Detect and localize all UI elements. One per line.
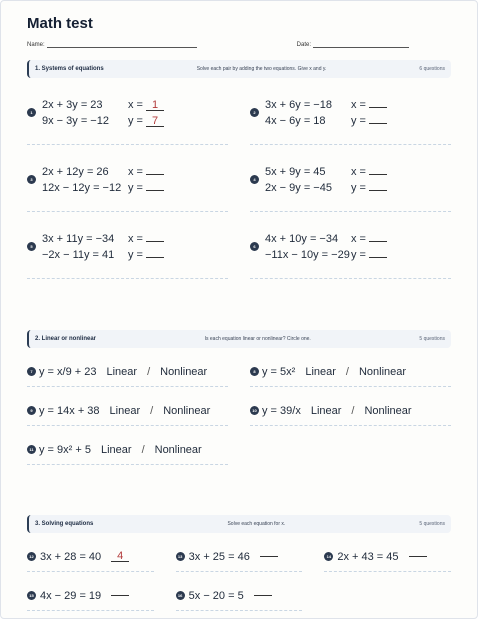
option-separator: / [141,443,145,456]
option-linear[interactable]: Linear [106,365,138,378]
option-linear[interactable]: Linear [109,404,141,417]
answer-input[interactable] [409,556,427,557]
y-answer-input[interactable] [369,190,387,191]
problem-number-badge: 12 [27,552,36,561]
problem-number-badge: 16 [176,591,185,600]
system-problem [250,154,451,212]
x-label: x = [351,232,366,245]
solve-problem [27,581,154,611]
answer-block [351,97,387,129]
option-nonlinear[interactable]: Nonlinear [154,443,202,456]
equation: 4x − 29 = 19 [40,589,102,602]
section-header [27,515,451,533]
option-separator: / [150,404,154,417]
option-separator: / [147,365,151,378]
y-label: y = [351,181,366,194]
y-label: y = [128,181,143,194]
linear-problem [250,396,451,426]
equation-1: 4x + 10y = −34 [265,232,339,245]
y-answer-row [351,180,387,196]
linear-problem [250,357,451,387]
equation-2: −2x − 11y = 41 [42,248,115,261]
answer-block [128,164,164,196]
equation: 5x − 20 = 5 [188,589,244,602]
x-label: x = [128,165,143,178]
equation-1: 2x + 12y = 26 [42,165,109,178]
option-linear[interactable]: Linear [100,443,132,456]
problem-number-badge: 6 [250,242,259,251]
solving-grid [27,542,451,620]
solve-problem [324,542,451,572]
problem-number-badge: 3 [27,175,36,184]
x-answer-input[interactable] [146,241,164,242]
linear-grid [27,357,451,474]
problem-number-badge: 13 [176,552,185,561]
y-answer-input[interactable] [146,190,164,191]
y-label: y = [351,114,366,127]
problem-number-badge: 5 [27,242,36,251]
problem-number-badge: 9 [27,406,36,415]
equation: y = 14x + 38 [39,404,100,417]
equation-1: 2x + 3y = 23 [42,98,103,111]
solve-problem [176,542,303,572]
section-title: 1. Systems of equations [35,66,104,72]
section-title: 3. Solving equations [35,521,94,527]
problem-number-badge: 1 [27,108,36,117]
x-answer-row [351,231,387,247]
problem-number-badge: 8 [250,367,259,376]
x-answer-row [128,164,164,180]
section-header [27,330,451,348]
answer-input[interactable] [111,595,129,596]
x-label: x = [351,98,366,111]
y-label: y = [128,248,143,261]
problem-number-badge: 2 [250,108,259,117]
y-label: y = [128,114,143,127]
date-field[interactable] [297,42,409,48]
x-answer-row [351,97,387,113]
answer-input[interactable]: 4 [111,552,129,562]
date-input-line[interactable] [313,47,409,48]
name-label: Name: [27,42,45,48]
equation-2: 2x − 9y = −45 [265,181,332,194]
equation-2: 4x − 6y = 18 [265,114,326,127]
equation-1: 3x + 6y = −18 [265,98,332,111]
equation-2: 9x − 3y = −12 [42,114,109,127]
option-separator: / [351,404,355,417]
y-answer-row [128,180,164,196]
x-answer-input[interactable] [369,174,387,175]
solve-problem [27,542,154,572]
section-instructions: Solve each equation for x. [227,521,286,527]
system-problem [250,87,451,145]
option-linear[interactable]: Linear [310,404,342,417]
date-label: Date: [296,42,311,48]
linear-problem [27,396,228,426]
equation-pair [42,164,128,196]
page-title: Math test [27,15,93,32]
section-instructions: Solve each pair by adding the two equations. Give x and y. [196,66,327,72]
problem-number-badge: 11 [27,445,36,454]
problem-number-badge: 4 [250,175,259,184]
equation-pair [265,164,351,196]
answer-block [128,97,164,129]
x-answer-row [128,231,164,247]
option-nonlinear[interactable]: Nonlinear [160,365,208,378]
option-separator: / [345,365,349,378]
system-problem [250,221,451,279]
system-problem [27,87,228,145]
systems-grid [27,87,451,288]
y-answer-row [351,113,387,129]
option-nonlinear[interactable]: Nonlinear [163,404,211,417]
option-linear[interactable]: Linear [305,365,336,378]
x-answer-input[interactable] [369,107,387,108]
linear-problem [27,435,228,465]
option-nonlinear[interactable]: Nonlinear [364,404,412,417]
equation-1: 5x + 9y = 45 [265,165,326,178]
x-answer-row [128,97,164,113]
y-answer-input[interactable] [369,123,387,124]
equation: 3x + 25 = 46 [188,550,250,563]
name-field[interactable] [27,42,197,48]
x-answer-input[interactable] [369,241,387,242]
section-systems [27,60,451,288]
x-answer-input[interactable] [146,174,164,175]
x-answer-input[interactable]: 1 [146,101,164,111]
y-answer-row [128,247,164,263]
y-answer-input[interactable]: 7 [146,117,164,127]
equation-2: −11x − 10y = −29 [265,248,350,261]
equation: y = 5x² [262,365,296,378]
equation: y = 9x² + 5 [39,443,91,456]
system-problem [27,221,228,279]
equation-pair [42,97,128,129]
y-answer-input[interactable] [146,257,164,258]
section-title: 2. Linear or nonlinear [35,336,97,342]
answer-input[interactable] [260,556,278,557]
answer-block [128,231,164,263]
section-linear [27,330,451,474]
equation: 3x + 28 = 40 [40,550,102,563]
section-solving [27,515,451,620]
section-header [27,60,451,78]
problem-number-badge: 10 [250,406,259,415]
y-label: y = [351,248,366,261]
section-count: 5 questions [419,336,445,342]
system-problem [27,154,228,212]
solve-problem [176,581,303,611]
equation: y = x/9 + 23 [39,365,97,378]
equation-pair [42,231,128,263]
section-count: 6 questions [419,66,445,72]
y-answer-row [351,247,387,263]
answer-input[interactable] [254,595,272,596]
section-instructions: Is each equation linear or nonlinear? Circle one. [204,336,311,342]
equation-1: 3x + 11y = −34 [42,232,115,245]
equation-2: 12x − 12y = −12 [42,181,122,194]
problem-number-badge: 14 [324,552,333,561]
section-count: 5 questions [419,521,445,527]
y-answer-input[interactable] [369,257,387,258]
linear-problem [27,357,228,387]
problem-number-badge: 7 [27,367,36,376]
answer-block [351,164,387,196]
problem-number-badge: 15 [27,591,36,600]
name-input-line[interactable] [47,47,197,48]
equation: y = 39/x [262,404,301,417]
x-label: x = [128,98,143,111]
answer-block [351,231,387,263]
option-nonlinear[interactable]: Nonlinear [358,365,407,378]
x-label: x = [128,232,143,245]
x-answer-row [351,164,387,180]
equation-pair [265,97,351,129]
y-answer-row [128,113,164,129]
x-label: x = [351,165,366,178]
equation: 2x + 43 = 45 [337,550,399,563]
equation-pair [265,231,351,263]
student-info [27,42,451,48]
